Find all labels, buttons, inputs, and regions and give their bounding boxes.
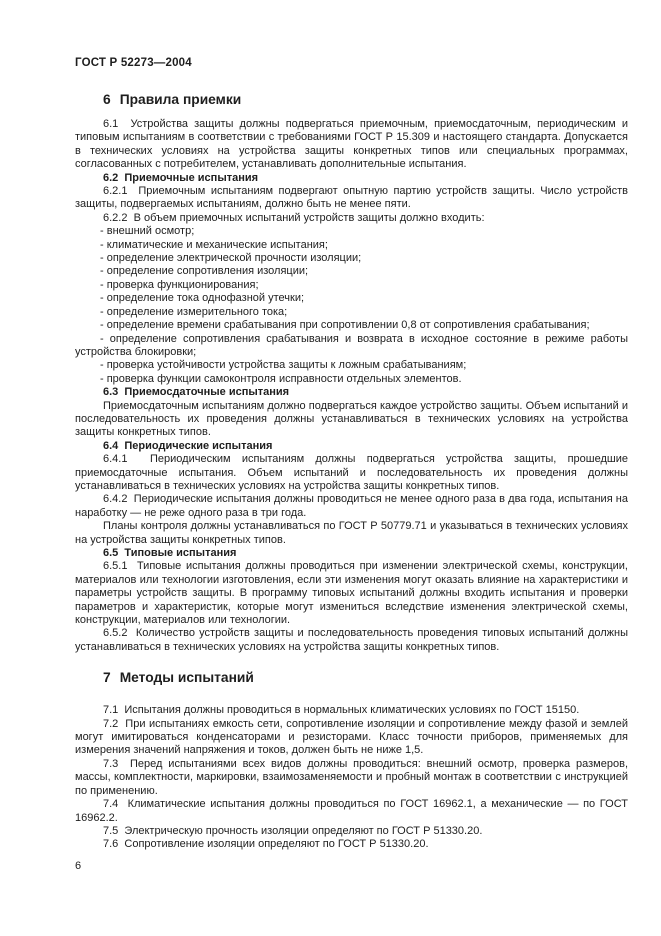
section-6-heading [103,92,628,108]
list-item: - проверка функции самоконтроля исправности отдельных элементов. [100,372,462,385]
paragraph-6-5-2: 6.5.2 Количество устройств защиты и последовательность проведения типовых испытаний должны устанавливаться в технических условиях на устройства защиты конкретных типов. [75,627,628,653]
paragraph-6-2-2: 6.2.2 В объем приемочных испытаний устройств защиты должно входить: [103,211,485,224]
subheading-6-5: 6.5 Типовые испытания [103,547,237,559]
paragraph-6-4-plans: Планы контроля должны устанавливаться по ГОСТ Р 50779.71 и указываться в технических условиях на устройства защиты конкретных типов. [75,520,628,546]
section-7-heading [103,670,628,686]
page-number: 6 [75,859,82,872]
paragraph-7-2: 7.2 При испытаниях емкость сети, сопротивление изоляции и сопротивление между фазой и землей могут имитироваться конденсаторами и резисторами. Класс точности приборов, применяемых для измерения значений напряжения и токов, должен быть не ниже 1,5. [75,717,628,757]
paragraph-7-6: 7.6 Сопротивление изоляции определяют по ГОСТ Р 51330.20. [103,838,429,851]
list-item: - проверка устойчивости устройства защиты к ложным срабатываниям; [100,359,467,372]
paragraph-7-1: 7.1 Испытания должны проводиться в нормальных климатических условиях по ГОСТ 15150. [103,704,580,717]
list-item: - проверка функционирования; [100,278,259,291]
list-item: - определение сопротивления изоляции; [100,265,309,278]
subheading-6-4: 6.4 Периодические испытания [103,439,273,452]
paragraph-6-3: Приемосдаточным испытаниям должно подвергаться каждое устройство защиты. Объем испытаний и последовательность их проведения должны устанавливаться в технических условиях на устройства защиты конкретных типов. [75,399,628,439]
list-item: - климатические и механические испытания; [100,238,328,251]
paragraph-7-4: 7.4 Климатические испытания должны проводиться по ГОСТ 16962.1, а механические — по ГОСТ 16962.2. [75,798,628,824]
subheading-6-3: 6.3 Приемосдаточные испытания [103,386,290,399]
document-body [75,92,628,852]
list-item: - определение электрической прочности изоляции; [100,252,362,265]
list-item: - определение времени срабатывания при сопротивлении 0,8 от сопротивления срабатывания; [100,319,590,332]
list-item: - определение тока однофазной утечки; [100,292,305,305]
paragraph-6-2-1: 6.2.1 Приемочным испытаниям подвергают опытную партию устройств защиты. Число устройств защиты, подвергаемых испытаниям, должно быть не менее пяти. [75,185,628,211]
paragraph-7-5: 7.5 Электрическую прочность изоляции определяют по ГОСТ Р 51330.20. [103,824,483,837]
acceptance-tests-list [75,225,628,386]
list-item: - определение сопротивления срабатывания и возврата в исходное состояние в режиме работы устройства блокировки; [75,332,628,358]
paragraph-6-4-1: 6.4.1 Периодическим испытаниям должны подвергаться устройства защиты, прошедшие приемосдаточные испытания. Объем испытаний и последовательность их проведения должны устанавливаться в технических условиях на устройства защиты конкретных типов. [75,453,628,492]
section-7-number: 7 [103,670,111,686]
paragraph-6-5-1: 6.5.1 Типовые испытания должны проводиться при изменении электрической схемы, конструкции, материалов или технологии изготовления, если эти изменения могут оказать влияние на характеристики и параметры устройств защиты. В программу типовых испытаний должны входить испытания и проверки параметров и характеристик, которые могут измениться вследствие изменения электрической схемы, конструкции, материалов или технологии. [75,560,628,627]
subheading-6-2: 6.2 Приемочные испытания [103,171,259,184]
section-6-title: Правила приемки [119,92,242,107]
paragraph-6-4-2: 6.4.2 Периодические испытания должны проводиться не менее одного раза в два года, испытания на наработку — не реже одного раза в три года. [75,493,628,519]
section-7-title: Методы испытаний [119,670,254,686]
document-header: ГОСТ Р 52273—2004 [75,57,192,69]
list-item: - определение измерительного тока; [100,305,288,318]
paragraph-6-1: 6.1 Устройства защиты должны подвергаться приемочным, приемосдаточным, периодическим и типовым испытаниям в соответствии с требованиями ГОСТ Р 15.309 и настоящего стандарта. Допускается в технических условиях на устройства защиты конкретных типов или специальных программах, согласованных с потребителем, устанавливать дополнительные испытания. [75,118,628,171]
paragraph-7-3: 7.3 Перед испытаниями всех видов должны проводиться: внешний осмотр, проверка размеров, массы, комплектности, маркировки, взаимозаменяемости и пробный монтаж в соответствии с инструкцией по применению. [75,757,628,797]
section-6-number: 6 [103,92,111,107]
list-item: - внешний осмотр; [100,225,195,238]
